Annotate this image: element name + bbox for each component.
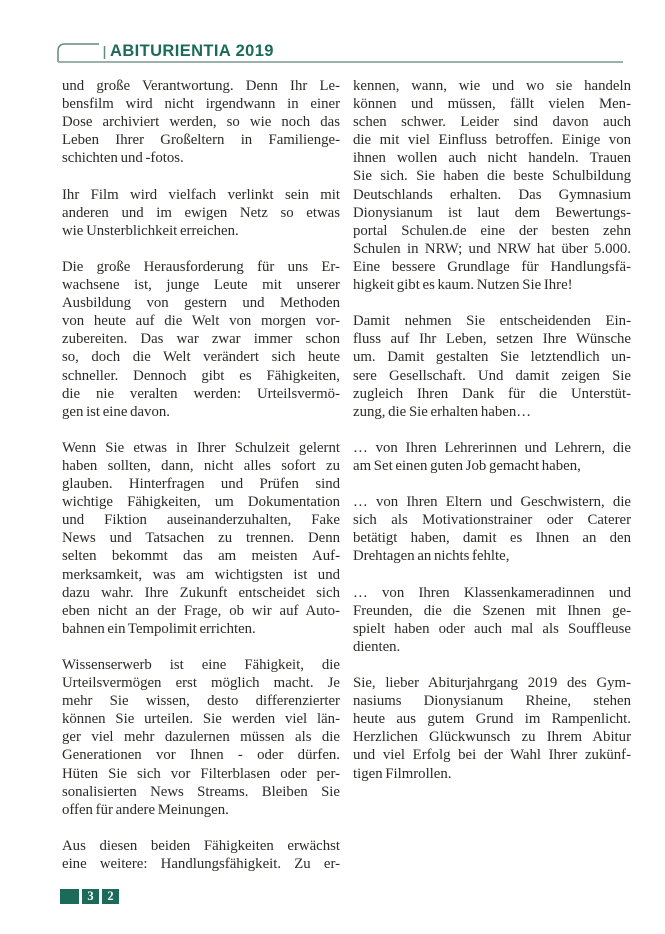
text-line: eben nicht an der Frage, ob wir auf Auto- — [62, 602, 340, 619]
text-line: Urteilsvermögen erst möglich macht. Je — [62, 675, 340, 692]
text-line: haben sollten, dann, nicht alles sofort zu — [62, 457, 340, 474]
text-line: ger viel mehr dazulernen müssen als die — [62, 729, 340, 746]
text-line: Schulen in NRW; und NRW hat über 5.000. — [353, 240, 631, 257]
text-line: Wissenserwerb ist eine Fähigkeit, die — [62, 657, 340, 673]
text-line: von heute auf die Welt von morgen vor- — [62, 313, 340, 330]
text-line: anderen und im ewigen Netz so etwas — [62, 204, 340, 221]
text-line: … von Ihren Lehrerinnen und Lehrern, die — [353, 439, 631, 456]
text-line: können und müssen, fällt vielen Men- — [353, 96, 631, 113]
text-line: Generationen vor Ihnen - oder dürfen. — [62, 747, 340, 764]
text-line: tigen Filmrollen. — [353, 765, 452, 782]
text-line: … von Ihren Eltern und Geschwistern, die — [353, 494, 631, 511]
text-line: um. Damit gestalten Sie letztendlich un- — [353, 349, 631, 366]
text-line: glauben. Hinterfragen und Prüfen sind — [62, 476, 340, 493]
page-number-digit-1: 3 — [82, 889, 99, 904]
text-line: so, doch die Welt verändert sich heute — [62, 349, 340, 366]
text-line: am Set einen guten Job gemacht haben, — [353, 457, 581, 474]
header-rule — [58, 61, 623, 63]
article-body — [62, 77, 631, 873]
text-line: fluss auf Ihr Leben, setzen Ihre Wünsche — [353, 331, 631, 348]
text-line: merksamkeit, was am wichtigsten ist und — [62, 566, 340, 583]
text-line: Ausbildung von gestern und Methoden — [62, 295, 340, 312]
text-line: schneller. Dennoch gibt es Fähigkeiten, — [62, 367, 340, 384]
text-line: Hüten Sie sich vor Filterblasen oder per- — [62, 765, 340, 782]
paragraph — [62, 439, 340, 638]
paragraph — [62, 186, 340, 240]
text-line: offen für andere Meinungen. — [62, 801, 229, 818]
text-line: Herzlichen Glückwunsch zu Ihrem Abitur — [353, 729, 631, 746]
text-line: selten bekommt das am meisten Auf- — [62, 548, 340, 565]
text-line: News und Tatsachen zu trennen. Denn — [62, 530, 340, 547]
text-line: betätigt haben, damit es Ihnen an den — [353, 530, 631, 547]
text-line: und viel Erfolg bei der Wahl Ihrer zukünf- — [353, 747, 631, 764]
text-line: Sie sich. Sie haben die beste Schulbildung — [353, 168, 631, 185]
text-line: Damit nehmen Sie entscheidenden Ein- — [353, 313, 631, 330]
text-line: wichtige Fähigkeiten, um Dokumentation — [62, 494, 340, 511]
page-header-title: ABITURIENTIA 2019 — [110, 42, 274, 60]
page-footer — [60, 889, 119, 904]
text-line: zung, die Sie erhalten haben… — [353, 403, 532, 420]
text-line: gen ist eine davon. — [62, 403, 170, 420]
text-line: mehr Sie wissen, desto differenzierter — [62, 693, 340, 710]
text-line: Drehtagen an nichts fehlte, — [353, 548, 510, 565]
paragraph — [353, 439, 631, 475]
paragraph — [353, 312, 631, 421]
text-line: dazu wahr. Ihre Zukunft entscheidet sich — [62, 584, 340, 601]
text-line: Die große Herausforderung für uns Er- — [62, 258, 340, 275]
text-line: und große Verantwortung. Denn Ihr Le- — [62, 78, 340, 94]
text-line: zubereiten. Das war zwar immer schon — [62, 331, 340, 348]
text-line: Deutschlands erhalten. Das Gymnasium — [353, 186, 631, 203]
page-number-digit-2: 2 — [102, 889, 119, 904]
text-line: … von Ihren Klassenkameradinnen und — [353, 584, 631, 601]
text-line: Aus diesen beiden Fähigkeiten erwächst — [62, 837, 340, 854]
text-line: sich als Motivationstrainer oder Caterer — [353, 512, 631, 529]
text-line: nasiums Dionysianum Rheine, stehen — [353, 693, 631, 710]
text-line: sere Gesellschaft. Und damit zeigen Sie — [353, 367, 631, 384]
text-line: die nie veralten werden: Urteilsvermö- — [62, 385, 340, 402]
paragraph — [62, 258, 340, 421]
text-column-right — [353, 77, 631, 873]
text-line: wie Unsterblichkeit erreichen. — [62, 222, 239, 239]
text-line: bahnen ein Tempolimit errichten. — [62, 620, 256, 637]
paragraph — [62, 656, 340, 819]
header-tab-ornament — [0, 0, 120, 70]
text-line: und Fiktion auseinanderzuhalten, Fake — [62, 512, 340, 529]
text-line: ihnen wollen auch nicht handeln. Trauen — [353, 150, 631, 167]
text-line: portal Schulen.de eine der besten zehn — [353, 222, 631, 239]
text-column-left — [62, 77, 340, 873]
paragraph — [62, 837, 340, 873]
text-line: wachsene ist, junge Leute mit unserer — [62, 277, 340, 294]
text-line: die mit viel Einfluss betroffen. Einige von — [353, 132, 631, 149]
text-line: schen schwer. Leider sind davon auch — [353, 114, 631, 131]
text-line: Freunden, die die Szenen mit Ihnen ge- — [353, 602, 631, 619]
text-line: Dose archiviert werden, so wie noch das — [62, 114, 340, 131]
paragraph — [353, 493, 631, 565]
paragraph — [353, 77, 631, 294]
text-line: kennen, wann, wie und wo sie handeln — [353, 78, 631, 94]
text-line: Leben Ihrer Großeltern in Familienge- — [62, 132, 340, 149]
text-line: spielt haben oder auch mal als Souffleuse — [353, 620, 631, 637]
text-line: schichten und -fotos. — [62, 150, 184, 167]
text-line: zugleich Ihren Dank für die Unterstüt- — [353, 385, 631, 402]
text-line: sonalisierten News Streams. Bleiben Sie — [62, 783, 340, 800]
text-line: Dionysianum ist laut dem Bewertungs- — [353, 204, 631, 221]
text-line: higkeit gibt es kaum. Nutzen Sie Ihre! — [353, 277, 573, 294]
text-line: eine weitere: Handlungsfähigkeit. Zu er- — [62, 856, 340, 873]
text-line: Sie, lieber Abiturjahrgang 2019 des Gym- — [353, 675, 631, 692]
text-line: dienten. — [353, 638, 401, 655]
paragraph — [353, 584, 631, 656]
paragraph — [353, 674, 631, 783]
text-line: können Sie urteilen. Sie werden viel län- — [62, 711, 340, 728]
paragraph — [62, 77, 340, 167]
text-line: heute aus gutem Grund im Rampenlicht. — [353, 711, 631, 728]
text-line: Eine bessere Grundlage für Handlungsfä- — [353, 258, 631, 275]
page-number-ornament — [60, 889, 79, 904]
text-line: Wenn Sie etwas in Ihrer Schulzeit gelernt — [62, 439, 340, 456]
text-line: bensfilm wird nicht irgendwann in einer — [62, 96, 340, 113]
text-line: Ihr Film wird vielfach verlinkt sein mit — [62, 186, 340, 203]
